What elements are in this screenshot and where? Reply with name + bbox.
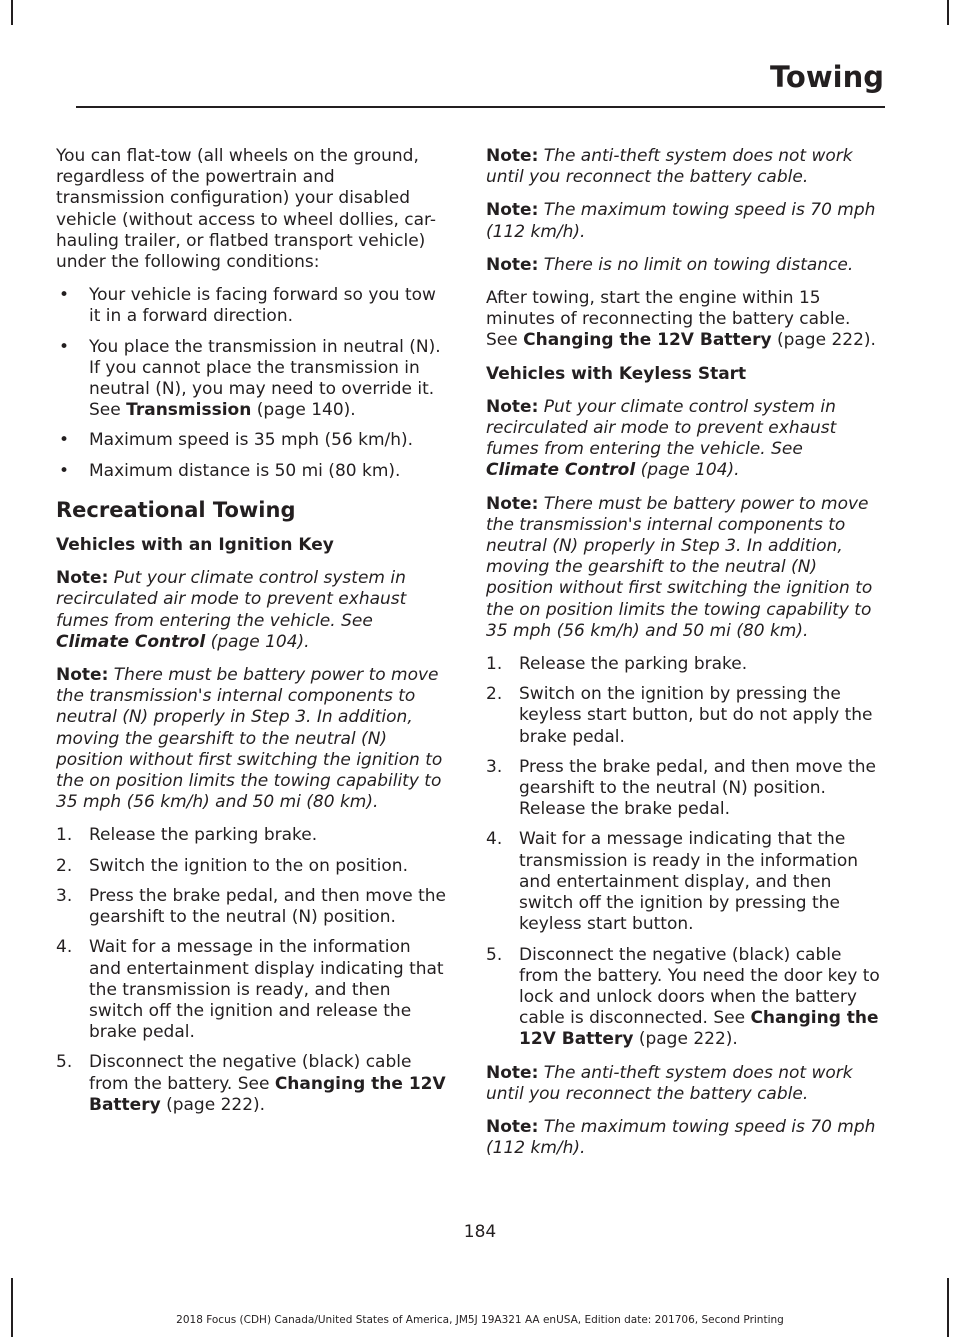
note-label: Note: bbox=[486, 200, 539, 221]
note-label: Note: bbox=[486, 254, 539, 275]
crop-mark-top-left bbox=[11, 0, 13, 25]
list-item: 1. Release the parking brake. bbox=[56, 825, 318, 846]
bullet-marker: • bbox=[59, 430, 70, 451]
note: Note: There must be battery power to move the transmission's internal components to neutral (N) properly in Step 3. In addition, moving the gearshift to the neutral (N) position without first switching the ignition to the on position limits the towing capability to 35 mph (56 km/h) and 50 mi (80 km). bbox=[56, 665, 443, 813]
conditions-list bbox=[56, 285, 448, 482]
list-item: 2. Switch on the ignition by pressing the keyless start button, but do not apply the brake pedal. bbox=[486, 684, 873, 747]
step-number: 5. bbox=[56, 1052, 73, 1073]
crop-mark-top-right bbox=[947, 0, 949, 25]
list-item: 4. Wait for a message in the information and entertainment display indicating that the transmission is ready, and then switch off the ignition and release the brake pedal. bbox=[56, 937, 444, 1043]
bullet-marker: • bbox=[59, 336, 70, 357]
note-label: Note: bbox=[486, 146, 539, 166]
note: Note: Put your climate control system in recirculated air mode to prevent exhaust fumes from entering the vehicle. See Climate Control (page 104). bbox=[56, 568, 407, 652]
cross-reference-link[interactable]: Changing the 12V Battery bbox=[523, 330, 772, 351]
note: Note: There is no limit on towing distance. bbox=[486, 254, 854, 275]
step-number: 5. bbox=[486, 944, 503, 965]
cross-reference-link[interactable]: Climate Control bbox=[56, 631, 206, 652]
footer-edition-info: 2018 Focus (CDH) Canada/United States of America, JM5J 19A321 AA enUSA, Edition date: 201706, Second Printing bbox=[176, 1314, 784, 1326]
after-towing-paragraph: After towing, start the engine within 15 minutes of reconnecting the battery cable. See Changing the 12V Battery (page 222). bbox=[486, 288, 876, 351]
note-label: Note: bbox=[486, 1062, 539, 1083]
step-number: 4. bbox=[56, 937, 73, 958]
step-number: 2. bbox=[56, 855, 73, 876]
list-item: 2. Switch the ignition to the on position. bbox=[56, 855, 408, 876]
list-item: • Your vehicle is facing forward so you tow it in a forward direction. bbox=[59, 285, 436, 327]
right-column bbox=[486, 146, 880, 1171]
cross-reference-link[interactable]: Changing the 12V Battery bbox=[519, 1008, 879, 1050]
list-item: 3. Press the brake pedal, and then move the gearshift to the neutral (N) position. bbox=[56, 885, 446, 928]
cross-reference-link[interactable]: Transmission bbox=[126, 400, 252, 421]
note-label: Note: bbox=[56, 665, 109, 686]
list-item: • Maximum speed is 35 mph (56 km/h). bbox=[59, 430, 414, 451]
note: Note: The maximum towing speed is 70 mph (112 km/h). bbox=[486, 1116, 876, 1159]
page-number: 184 bbox=[463, 1222, 497, 1242]
note: Note: The anti-theft system does not work until you reconnect the battery cable. bbox=[486, 146, 853, 188]
note-label: Note: bbox=[486, 396, 539, 417]
list-item: • You place the transmission in neutral (N). If you cannot place the transmission in neutral (N), you may need to override it. See Transmission (page 140). bbox=[59, 336, 441, 421]
subsection-heading: Vehicles with Keyless Start bbox=[486, 363, 747, 384]
subsection-heading: Vehicles with an Ignition Key bbox=[56, 535, 334, 556]
step-number: 1. bbox=[486, 654, 503, 675]
cross-reference-link[interactable]: Changing the 12V Battery bbox=[89, 1073, 446, 1115]
bullet-marker: • bbox=[59, 460, 70, 481]
list-item: 5. Disconnect the negative (black) cable from the battery. See Changing the 12V Battery (page 222). bbox=[56, 1052, 446, 1115]
cross-reference-link[interactable]: Climate Control bbox=[486, 460, 636, 481]
list-item: 3. Press the brake pedal, and then move the gearshift to the neutral (N) position. Release the brake pedal. bbox=[486, 756, 876, 820]
note: Note: The maximum towing speed is 70 mph (112 km/h). bbox=[486, 200, 876, 242]
step-number: 1. bbox=[56, 825, 73, 846]
bullet-marker: • bbox=[59, 285, 70, 306]
list-item: 5. Disconnect the negative (black) cable from the battery. You need the door key to lock and unlock doors when the battery cable is disconnected. See Changing the 12V Battery (page 222). bbox=[486, 944, 880, 1050]
intro-paragraph: You can flat-tow (all wheels on the ground, regardless of the powertrain and transmission configuration) your disabled vehicle (without access to wheel dollies, car-hauling trailer, or flatbed transport vehicle) under the following conditions: bbox=[56, 146, 437, 273]
page-title: Towing bbox=[770, 60, 884, 94]
list-item: 1. Release the parking brake. bbox=[486, 654, 748, 675]
note: Note: There must be battery power to move the transmission's internal components to neutral (N) properly in Step 3. In addition, moving the gearshift to the neutral (N) position without first switching the ignition to the on position limits the towing capability to 35 mph (56 km/h) and 50 mi (80 km). bbox=[486, 493, 873, 641]
note: Note: Put your climate control system in recirculated air mode to prevent exhaust fumes from entering the vehicle. See Climate Control (page 104). bbox=[486, 396, 837, 481]
note-label: Note: bbox=[486, 493, 539, 514]
section-heading: Recreational Towing bbox=[56, 497, 296, 522]
list-item: 4. Wait for a message indicating that the transmission is ready in the information and entertainment display, and then switch off the ignition by pressing the keyless start button. bbox=[486, 829, 859, 935]
crop-mark-bottom-left bbox=[11, 1278, 13, 1337]
crop-mark-bottom-right bbox=[947, 1278, 949, 1337]
step-number: 3. bbox=[56, 885, 73, 906]
header-rule bbox=[76, 106, 885, 108]
note-label: Note: bbox=[56, 568, 109, 589]
steps-list bbox=[56, 825, 448, 1115]
steps-list bbox=[486, 654, 880, 1050]
list-item: • Maximum distance is 50 mi (80 km). bbox=[59, 460, 401, 481]
step-number: 2. bbox=[486, 684, 503, 705]
step-number: 3. bbox=[486, 756, 503, 777]
note: Note: The anti-theft system does not work until you reconnect the battery cable. bbox=[486, 1062, 853, 1104]
left-column bbox=[56, 146, 448, 1128]
note-label: Note: bbox=[486, 1116, 539, 1137]
step-number: 4. bbox=[486, 829, 503, 850]
